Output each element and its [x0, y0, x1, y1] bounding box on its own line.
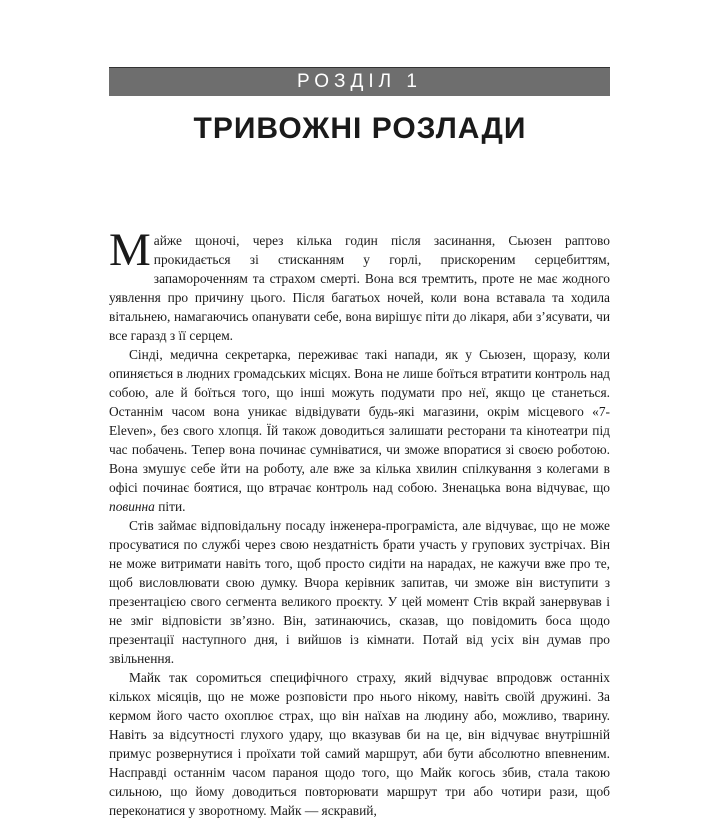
chapter-label: РОЗДІЛ 1: [297, 71, 422, 92]
paragraph-text: Майк так соромиться специфічного страху, який відчуває впродовж останніх кількох місяців, що не може розповісти про нього нікому, навіть своїй дружині. За кермом його часто охоплює страх, що він наїхав на людину або, можливо, тварину. Навіть за відсутності глухого удару, що вказував би на це, він відчуває внутрішній примус розвернутися і проїхати той самий маршрут, аби бути абсолютно впевненим. Насправді останнім часом параноя щодо того, що Майк когось збив, стала такою сильною, що йому доводиться повторювати маршрут три або чотири рази, щоб переконатися у зворотному. Майк — яскравий,: [109, 670, 610, 818]
paragraph-mike: [109, 668, 610, 820]
paragraph-text: Сінді, медична секретарка, переживає такі напади, як у Сьюзен, щоразу, коли опиняється в людних громадських місцях. Вона не лише боїться втратити контроль над собою, але й боїться того, що інші можуть подумати про неї, якщо це станеться. Останнім часом вона уникає відвідувати будь-які магазини, окрім місцевого «7-Eleven», без свого хлопця. Їй також доводиться залишати ресторани та кінотеатри під час побачень. Тепер вона починає сумніватися, чи зможе впоратися зі своєю роботою. Вона змушує себе йти на роботу, але вже за кілька хвилин спілкування з колегами в офісі починає боятися, що втрачає контроль над собою. Зненацька вона відчуває, що: [109, 347, 610, 495]
paragraph-text: айже щоночі, через кілька годин після засинання, Сьюзен раптово прокидається зі стисканням у горлі, прискореним серцебиттям, запамороченням та страхом смерті. Вона вся тремтить, проте не має жодного уявлення про причину цього. Після багатьох ночей, коли вона вставала та ходила вітальнею, намагаючись опанувати себе, вона вирішує піти до лікаря, аби з’ясувати, чи все гаразд з її серцем.: [109, 233, 610, 343]
paragraph-text: Стів займає відповідальну посаду інженера-програміста, але відчуває, що не може просуватися по службі через свою нездатність брати участь у групових зустрічах. Він не може витримати навіть того, щоб просто сидіти на нарадах, не кажучи вже про те, щоб висловлювати свою думку. Вчора керівник запитав, чи зможе він виступити з презентацією свого сегмента великого проєкту. У цей момент Стів вкрай занервував і не зміг відповісти зв’язно. Він, затинаючись, сказав, що повідомить боса щодо презентації наступного дня, і вийшов із кімнати. Потай від усіх він думав про звільнення.: [109, 518, 610, 666]
paragraph-text: піти.: [154, 499, 186, 514]
drop-cap: М: [109, 224, 151, 276]
chapter-header-band: [109, 67, 610, 96]
paragraph-cindy: [109, 345, 610, 516]
paragraph-steve: [109, 516, 610, 668]
chapter-title: ТРИВОЖНІ РОЗЛАДИ: [193, 112, 527, 145]
body-text: [109, 224, 610, 820]
emphasized-word: повинна: [109, 499, 155, 514]
paragraph-susan: [109, 224, 610, 345]
